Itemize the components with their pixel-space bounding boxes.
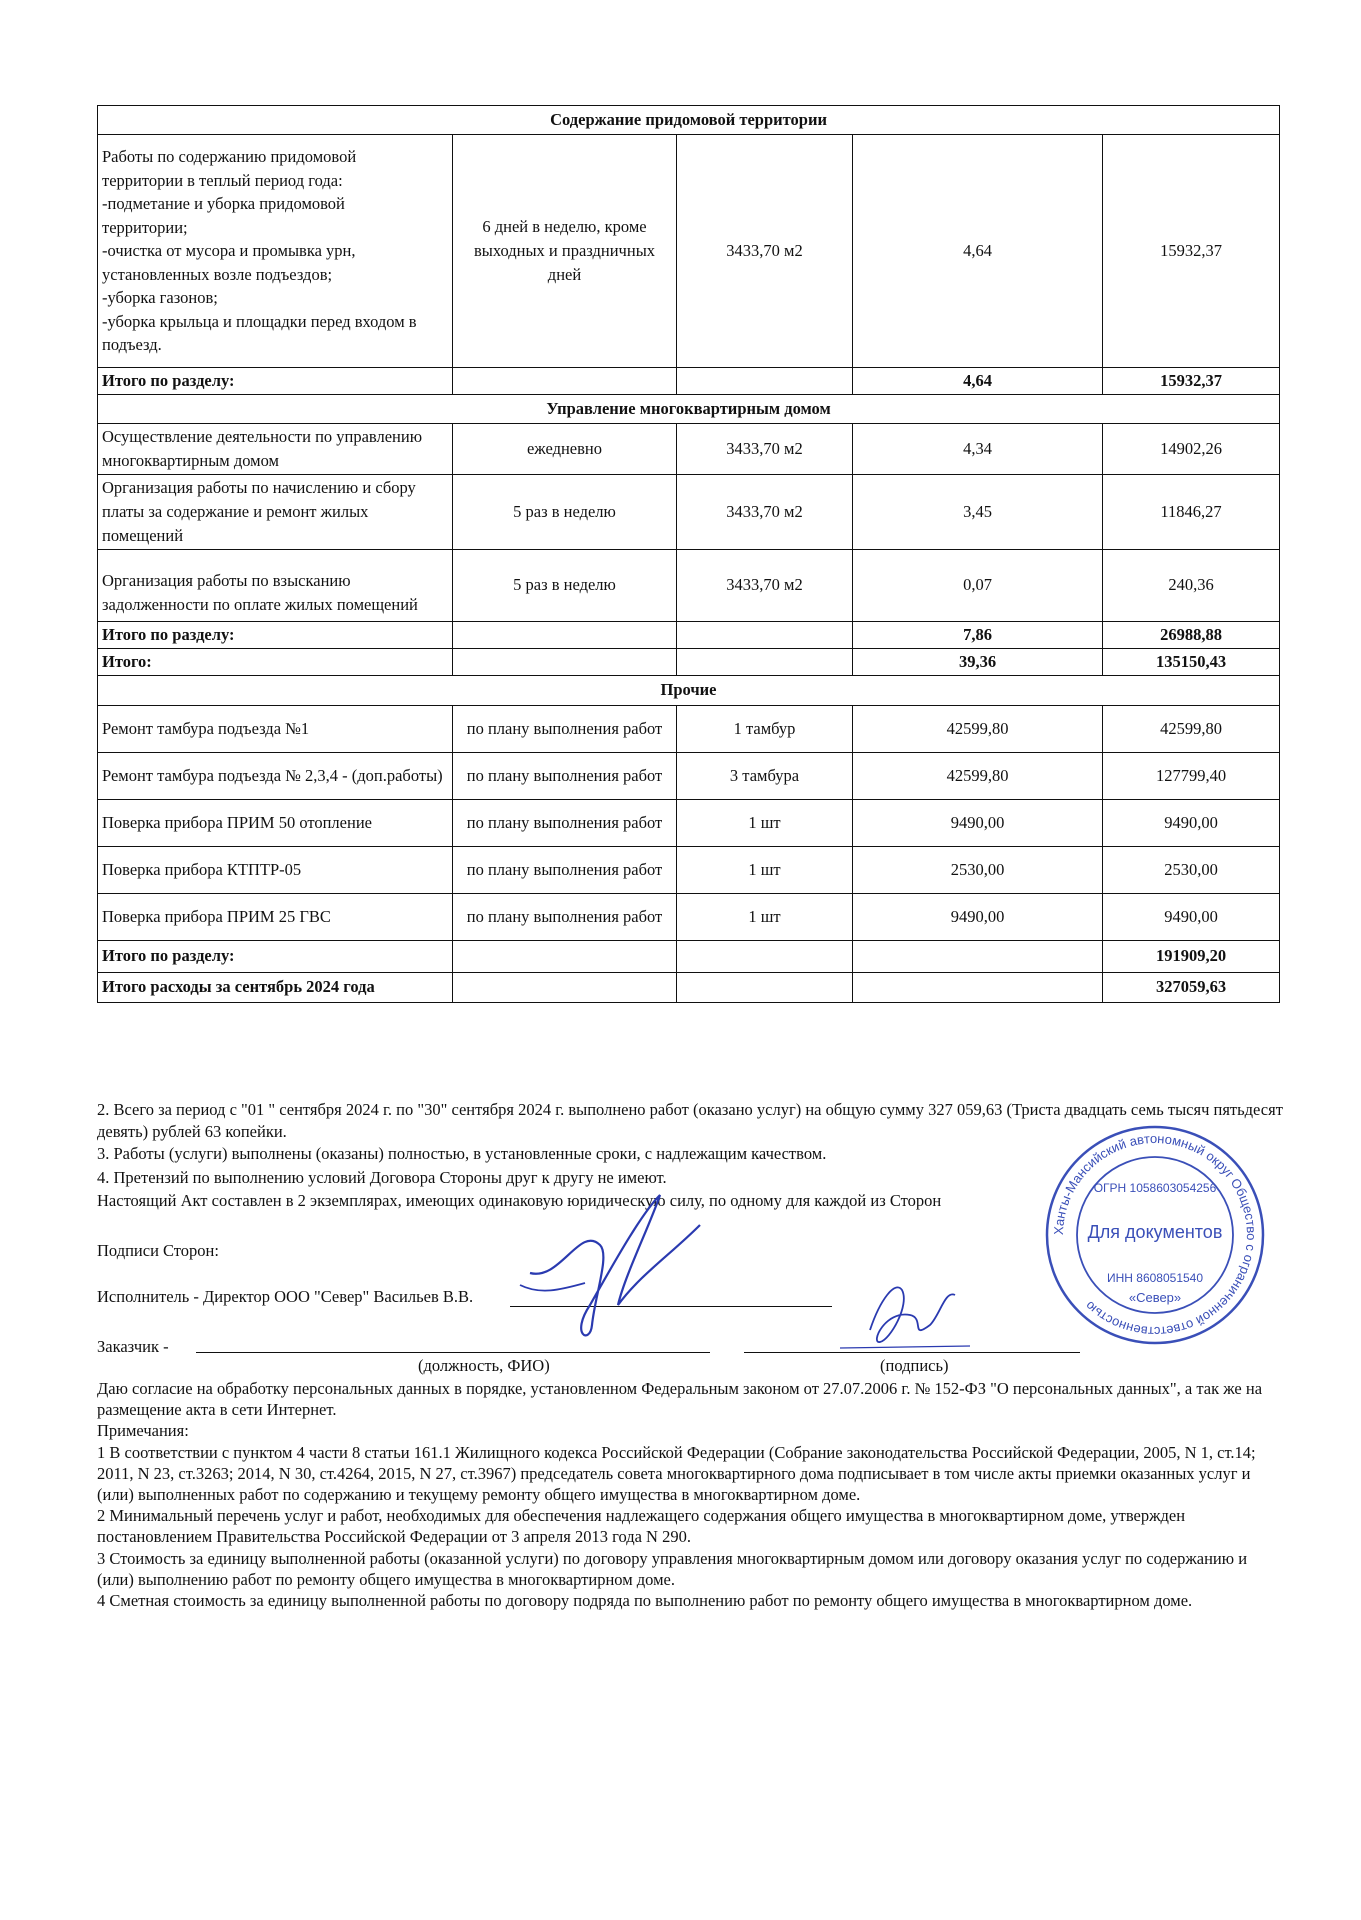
final-total-row (98, 972, 1280, 1002)
rate-cell: 42599,80 (853, 705, 1103, 752)
sum-cell: 14902,26 (1103, 424, 1280, 475)
section-title: Управление многоквартирным домом (98, 395, 1280, 424)
volume-cell: 3433,70 м2 (677, 424, 853, 475)
paragraph-claims: 4. Претензий по выполнению условий Договора Стороны друг к другу не имеют. (97, 1168, 667, 1187)
work-name-line: территории в теплый период года: (102, 170, 343, 190)
grand-total-row (98, 648, 1280, 675)
empty-cell (453, 972, 677, 1002)
frequency-cell: 6 дней в неделю, кроме выходных и праздничных дней (453, 135, 677, 368)
empty-cell (677, 621, 853, 648)
frequency-cell: ежедневно (453, 424, 677, 475)
volume-cell: 3433,70 м2 (677, 135, 853, 368)
stamp-ring-path: Ханты-Мансийский автономный округ Общество с ограниченной ответственностью (1050, 1130, 1260, 1340)
sum-cell: 2530,00 (1103, 846, 1280, 893)
total-sum: 26988,88 (1103, 621, 1280, 648)
table-row (98, 846, 1280, 893)
empty-cell (453, 940, 677, 972)
work-name-line: Работы по содержанию придомовой (102, 147, 357, 167)
note-3: 3 Стоимость за единицу выполненной работы (оказанной услуги) по договору управления многоквартирным домом или договору оказания услуг по содержанию и (или) выполнению работ по ремонту общего имущества в многоквартирном доме. (97, 1548, 1248, 1589)
sum-cell: 9490,00 (1103, 799, 1280, 846)
stamp-ogrn: ОГРН 1058603054256 (1093, 1181, 1217, 1195)
table-row (98, 752, 1280, 799)
paragraph-total-amount: 2. Всего за период с "01 " сентября 2024 г. по "30" сентября 2024 г. выполнено работ (оказано услуг) на общую сумму 327 059,63 (Триста двадцать семь тысяч пятьдесят девять) рублей 63 копейки. (97, 1100, 1283, 1141)
work-name-line: территории; (102, 217, 188, 237)
table-row (98, 549, 1280, 621)
rate-cell: 9490,00 (853, 799, 1103, 846)
table-row (98, 474, 1280, 549)
sum-cell: 42599,80 (1103, 705, 1280, 752)
note-4: 4 Сметная стоимость за единицу выполненной работы по договору подряда по выполнению работ по ремонту общего имущества в многоквартирном доме. (97, 1591, 1193, 1611)
section-title: Прочие (98, 675, 1280, 705)
volume-cell: 1 шт (677, 846, 853, 893)
empty-cell (453, 648, 677, 675)
frequency-cell: по плану выполнения работ (453, 752, 677, 799)
work-name-cell: Поверка прибора ПРИМ 50 отопление (98, 799, 453, 846)
works-table (97, 105, 1280, 1003)
customer-label: Заказчик - (97, 1337, 169, 1356)
notes-block (97, 1378, 1277, 1611)
total-label: Итого по разделу: (98, 368, 453, 395)
signatures-heading: Подписи Сторон: (97, 1241, 219, 1260)
notes-title: Примечания: (97, 1421, 189, 1441)
work-name-cell: Организация работы по взысканию задолженности по оплате жилых помещений (98, 549, 453, 621)
frequency-cell: по плану выполнения работ (453, 893, 677, 940)
grand-total-sum: 135150,43 (1103, 648, 1280, 675)
work-name-cell: Поверка прибора КТПТР-05 (98, 846, 453, 893)
stamp-center: Для документов (1087, 1222, 1223, 1242)
sum-cell: 9490,00 (1103, 893, 1280, 940)
work-name-cell: Организация работы по начислению и сбору платы за содержание и ремонт жилых помещений (98, 474, 453, 549)
volume-cell: 1 шт (677, 799, 853, 846)
empty-cell (677, 940, 853, 972)
empty-cell (453, 621, 677, 648)
rate-cell: 9490,00 (853, 893, 1103, 940)
company-stamp (1040, 1120, 1270, 1350)
rate-cell: 4,34 (853, 424, 1103, 475)
work-name-line: подъезд. (102, 335, 162, 355)
final-total-sum: 327059,63 (1103, 972, 1280, 1002)
section-header-management (98, 395, 1280, 424)
sum-cell: 127799,40 (1103, 752, 1280, 799)
executor-label: Исполнитель - Директор ООО "Север" Васильев В.В. (97, 1287, 474, 1306)
signature-stroke (870, 1287, 955, 1342)
work-name-cell: Осуществление деятельности по управлению многоквартирным домом (98, 424, 453, 475)
work-name-line: -очистка от мусора и промывка урн, (102, 241, 356, 261)
table-row (98, 705, 1280, 752)
table-row (98, 424, 1280, 475)
rate-cell: 3,45 (853, 474, 1103, 549)
total-rate: 7,86 (853, 621, 1103, 648)
total-sum: 15932,37 (1103, 368, 1280, 395)
rate-cell: 4,64 (853, 135, 1103, 368)
customer-signature (840, 1270, 970, 1350)
section-header-territory (98, 106, 1280, 135)
frequency-cell: 5 раз в неделю (453, 549, 677, 621)
empty-cell (853, 972, 1103, 1002)
executor-signature (500, 1185, 710, 1350)
signature-stroke (840, 1346, 970, 1348)
signature-hint: (подпись) (880, 1356, 949, 1375)
rate-cell: 0,07 (853, 549, 1103, 621)
grand-total-rate: 39,36 (853, 648, 1103, 675)
work-name-line: -подметание и уборка придомовой (102, 194, 345, 214)
empty-cell (677, 648, 853, 675)
work-name-cell: Поверка прибора ПРИМ 25 ГВС (98, 893, 453, 940)
empty-cell (853, 940, 1103, 972)
signature-stroke (530, 1195, 700, 1335)
volume-cell: 3433,70 м2 (677, 474, 853, 549)
sum-cell: 11846,27 (1103, 474, 1280, 549)
stamp-name: «Север» (1128, 1290, 1182, 1305)
section-header-other (98, 675, 1280, 705)
volume-cell: 1 тамбур (677, 705, 853, 752)
total-rate: 4,64 (853, 368, 1103, 395)
note-2: 2 Минимальный перечень услуг и работ, необходимых для обеспечения надлежащего содержания общего имущества в многоквартирном доме, утвержден постановлением Правительства Российской Федерации от 3 апреля 2013 года N 290. (97, 1506, 1186, 1547)
table-row (98, 135, 1280, 368)
consent-text: Даю согласие на обработку персональных данных в порядке, установленном Федеральным законом от 27.07.2006 г. № 152-ФЗ "О персональных данных", а так же на размещение акта в сети Интернет. (97, 1379, 1263, 1420)
paragraph-quality: 3. Работы (услуги) выполнены (оказаны) полностью, в установленные сроки, с надлежащим качеством. (97, 1144, 827, 1163)
sum-cell: 15932,37 (1103, 135, 1280, 368)
section-title: Содержание придомовой территории (98, 106, 1280, 135)
frequency-cell: 5 раз в неделю (453, 474, 677, 549)
total-label: Итого по разделу: (98, 940, 453, 972)
signature-stroke (520, 1283, 585, 1291)
work-name-cell: Ремонт тамбура подъезда №1 (98, 705, 453, 752)
empty-cell (677, 368, 853, 395)
grand-total-label: Итого: (98, 648, 453, 675)
customer-position-line (196, 1352, 710, 1353)
customer-signature-line (744, 1352, 1080, 1353)
table-row (98, 893, 1280, 940)
rate-cell: 42599,80 (853, 752, 1103, 799)
total-label: Итого по разделу: (98, 621, 453, 648)
frequency-cell: по плану выполнения работ (453, 705, 677, 752)
position-hint: (должность, ФИО) (418, 1356, 550, 1375)
table-row (98, 799, 1280, 846)
rate-cell: 2530,00 (853, 846, 1103, 893)
frequency-cell: по плану выполнения работ (453, 846, 677, 893)
frequency-cell: по плану выполнения работ (453, 799, 677, 846)
work-name-cell: Ремонт тамбура подъезда № 2,3,4 - (доп.работы) (98, 752, 453, 799)
empty-cell (453, 368, 677, 395)
volume-cell: 3433,70 м2 (677, 549, 853, 621)
section-total-row (98, 940, 1280, 972)
stamp-inn: ИНН 8608051540 (1106, 1271, 1204, 1285)
work-name-cell (98, 135, 453, 368)
total-sum: 191909,20 (1103, 940, 1280, 972)
work-name-line: установленных возле подъездов; (102, 264, 333, 284)
section-total-row (98, 621, 1280, 648)
empty-cell (677, 972, 853, 1002)
paragraph-copies: Настоящий Акт составлен в 2 экземплярах, имеющих одинаковую юридическую силу, по одному для каждой из Сторон (97, 1191, 942, 1210)
work-name-line: -уборка газонов; (102, 288, 218, 308)
volume-cell: 3 тамбура (677, 752, 853, 799)
note-1: 1 В соответствии с пунктом 4 части 8 статьи 161.1 Жилищного кодекса Российской Федерации (Собрание законодательства Российской Федерации, 2005, N 1, ст.14; 2011, N 23, ст.3263; 2014, N 30, ст.4264, 2015, N 27, ст.3967) председатель совета многоквартирного дома подписывает в том числе акты приемки оказанных услуг и (или) выполненных работ по содержанию и текущему ремонту общего имущества в многоквартирном доме. (97, 1442, 1256, 1505)
volume-cell: 1 шт (677, 893, 853, 940)
work-name-line: -уборка крыльца и площадки перед входом в (102, 311, 417, 331)
final-total-label: Итого расходы за сентябрь 2024 года (98, 972, 453, 1002)
section-total-row (98, 368, 1280, 395)
sum-cell: 240,36 (1103, 549, 1280, 621)
